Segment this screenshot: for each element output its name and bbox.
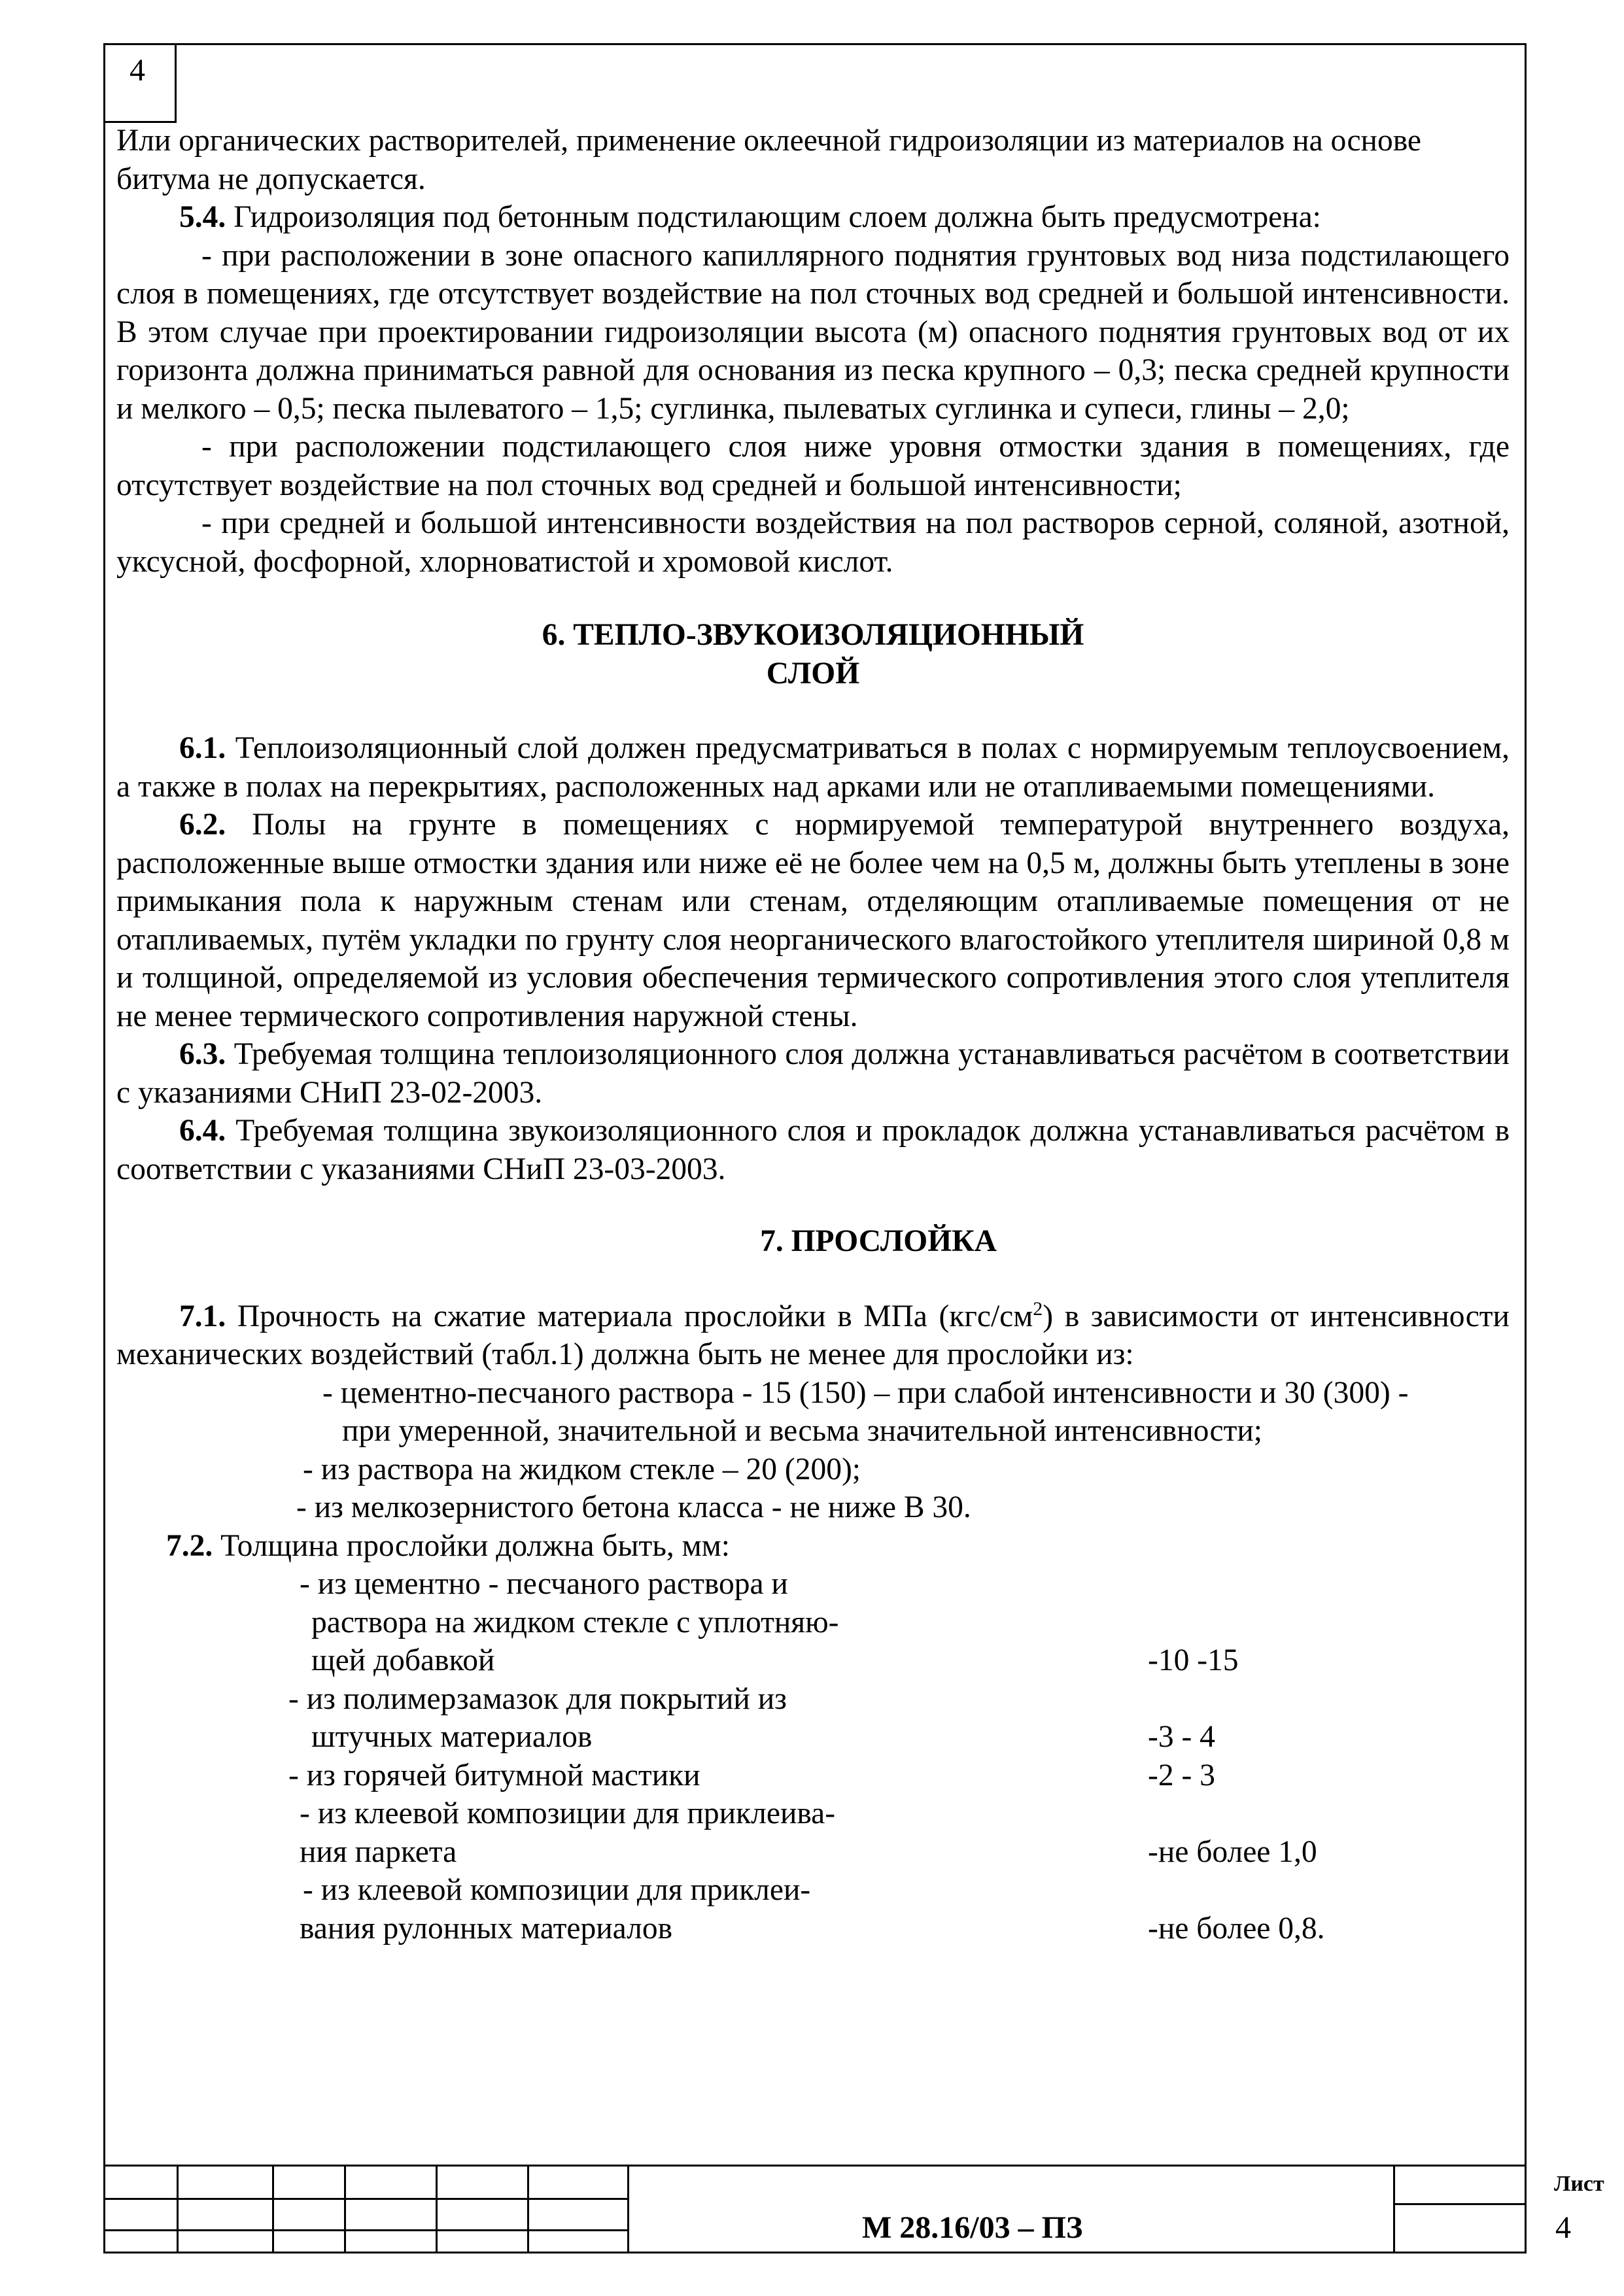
paragraph-5-4 <box>116 198 1510 237</box>
paragraph-6-2 <box>116 806 1510 1035</box>
bullet-5-4-3: - при средней и большой интенсивности воздействия на пол растворов серной, соляной, азотной, уксусной, фосфорной, хлорноватистой и хромовой кислот. <box>116 506 1510 579</box>
paragraph-number: 6.4. <box>179 1114 226 1148</box>
superscript: 2 <box>1033 1297 1043 1320</box>
bullet-5-4-1: - при расположении в зоне опасного капиллярного поднятия грунтовых вод низа подстилающего слоя в помещениях, где отсутствует воздействие на пол сточных вод средней и большой интенсивности. В этом случае при проектировании гидроизоляции высота (м) опасного поднятия грунтовых вод от их горизонта должна приниматься равной для основания из песка крупного – 0,3; песка средней крупности и мелкого – 0,5; песка пылеватого – 1,5; суглинка, пылеватых суглинка и супеси, глины – 2,0; <box>116 238 1510 426</box>
paragraph-7-1 <box>116 1297 1510 1374</box>
list-7-1-b: - из раствора на жидком стекле – 20 (200); <box>303 1452 861 1486</box>
row-label: вания рулонных материалов <box>300 1911 673 1945</box>
paragraph-6-4 <box>116 1112 1510 1188</box>
row-value <box>1148 1565 1510 1603</box>
list-7-1-c: - из мелкозернистого бетона класса - не ниже В 30. <box>296 1490 971 1524</box>
table-row <box>116 1871 1510 1910</box>
list-7-1-a: - цементно-песчаного раствора - 15 (150) – при слабой интенсивности и 30 (300) - <box>322 1375 1409 1410</box>
row-label: щей добавкой <box>311 1643 495 1677</box>
section-6-title-1: 6. ТЕПЛО-ЗВУКОИЗОЛЯЦИОННЫЙ <box>542 618 1084 652</box>
row-value: -10 -15 <box>1148 1643 1239 1677</box>
title-block-stamp <box>103 2165 1604 2253</box>
stamp-divider <box>1393 2167 1395 2253</box>
row-label: - из цементно - песчаного раствора и <box>300 1567 788 1601</box>
intro-text-2: битума не допускается. <box>116 162 426 196</box>
row-label: ния паркета <box>300 1834 457 1869</box>
row-label: - из клеевой композиции для приклеи- <box>303 1873 811 1907</box>
stamp-row-line <box>103 2229 627 2231</box>
row-value <box>1148 1680 1510 1719</box>
paragraph-text: Гидроизоляция под бетонным подстилающим слоем должна быть предусмотрена: <box>226 200 1321 234</box>
row-value: -2 - 3 <box>1148 1758 1215 1792</box>
paragraph-text-cont: ) в зависимости от интенсивности механических воздействий (табл.1) должна быть не менее для прослойки из: <box>116 1299 1510 1371</box>
table-row <box>116 1641 1510 1680</box>
paragraph-number: 7.2. <box>166 1528 213 1563</box>
row-value: -3 - 4 <box>1148 1720 1215 1754</box>
row-label: штучных материалов <box>311 1720 593 1754</box>
row-label: - из клеевой композиции для приклеива- <box>300 1796 836 1830</box>
intro-line <box>116 122 1451 160</box>
paragraph-number: 7.1. <box>179 1299 226 1333</box>
row-value <box>1148 1794 1510 1833</box>
paragraph-text: Прочность на сжатие материала прослойки в МПа (кгс/см <box>226 1299 1033 1333</box>
document-code: М 28.16/03 – ПЗ <box>862 2210 1083 2245</box>
table-row <box>116 1794 1510 1833</box>
table-row <box>116 1718 1510 1756</box>
table-row <box>116 1756 1510 1795</box>
bullet-5-4-2: - при расположении подстилающего слоя ниже уровня отмостки здания в помещениях, где отсутствует воздействие на пол сточных вод средней и большой интенсивности; <box>116 430 1510 502</box>
page-number-box: 4 <box>103 43 177 123</box>
table-row <box>116 1833 1510 1872</box>
row-value <box>1148 1871 1510 1910</box>
table-row <box>116 1603 1510 1642</box>
table-row <box>116 1910 1510 1948</box>
stamp-divider <box>436 2167 438 2253</box>
sheet-cell-line <box>1393 2203 1527 2205</box>
paragraph-7-2 <box>116 1527 1510 1566</box>
thickness-table <box>116 1565 1510 1947</box>
row-label: - из горячей битумной мастики <box>288 1758 700 1792</box>
intro-line-2 <box>116 160 1510 199</box>
sheet-label: Лист <box>1554 2172 1604 2196</box>
row-label: раствора на жидком стекле с уплотняю- <box>311 1605 839 1639</box>
paragraph-text: Толщина прослойки должна быть, мм: <box>213 1528 730 1563</box>
row-value: -не более 0,8. <box>1148 1911 1325 1945</box>
stamp-divider <box>627 2167 629 2253</box>
paragraph-text: Требуемая толщина звукоизоляционного слоя и прокладок должна устанавливаться расчётом в соответствии с указаниями СНиП 23-03-2003. <box>116 1114 1510 1186</box>
intro-text: Или органических растворителей, применение оклеечной гидроизоляции из материалов на основе <box>116 124 1421 158</box>
paragraph-6-3 <box>116 1035 1510 1112</box>
stamp-divider <box>344 2167 346 2253</box>
row-value: -не более 1,0 <box>1148 1834 1317 1869</box>
stamp-divider <box>272 2167 274 2253</box>
list-7-1-a-cont: при умеренной, значительной и весьма значительной интенсивности; <box>342 1414 1263 1448</box>
paragraph-number: 6.2. <box>179 808 226 842</box>
sheet-number: 4 <box>1555 2210 1571 2245</box>
paragraph-number: 5.4. <box>179 200 226 234</box>
document-body <box>116 122 1510 1947</box>
stamp-divider <box>527 2167 529 2253</box>
paragraph-number: 6.3. <box>179 1037 226 1071</box>
section-7-title: 7. ПРОСЛОЙКА <box>760 1224 997 1258</box>
stamp-divider <box>177 2167 179 2253</box>
stamp-row-line <box>103 2198 627 2200</box>
paragraph-text: Теплоизоляционный слой должен предусматриваться в полах с нормируемым теплоусвоением, а также в полах на перекрытиях, расположенных над арками или не отапливаемыми помещениями. <box>116 731 1510 804</box>
table-row <box>116 1565 1510 1603</box>
section-6-title-2: СЛОЙ <box>766 656 860 691</box>
paragraph-6-1 <box>116 729 1510 806</box>
row-label: - из полимерзамазок для покрытий из <box>288 1681 787 1716</box>
row-value <box>1148 1603 1510 1642</box>
paragraph-text: Требуемая толщина теплоизоляционного слоя должна устанавливаться расчётом в соответствии с указаниями СНиП 23-02-2003. <box>116 1037 1510 1110</box>
table-row <box>116 1680 1510 1719</box>
paragraph-number: 6.1. <box>179 731 226 765</box>
paragraph-text: Полы на грунте в помещениях с нормируемой температурой внутреннего воздуха, расположенные выше отмостки здания или ниже её не более чем на 0,5 м, должны быть утеплены в зоне примыкания пола к наружным стенам или стенам, отделяющим отапливаемые помещения от не отапливаемых, путём укладки по грунту слоя неорганического влагостойкого утеплителя шириной 0,8 м и толщиной, определяемой из условия обеспечения термического сопротивления этого слоя утеплителя не менее термического сопротивления наружной стены. <box>116 808 1510 1033</box>
